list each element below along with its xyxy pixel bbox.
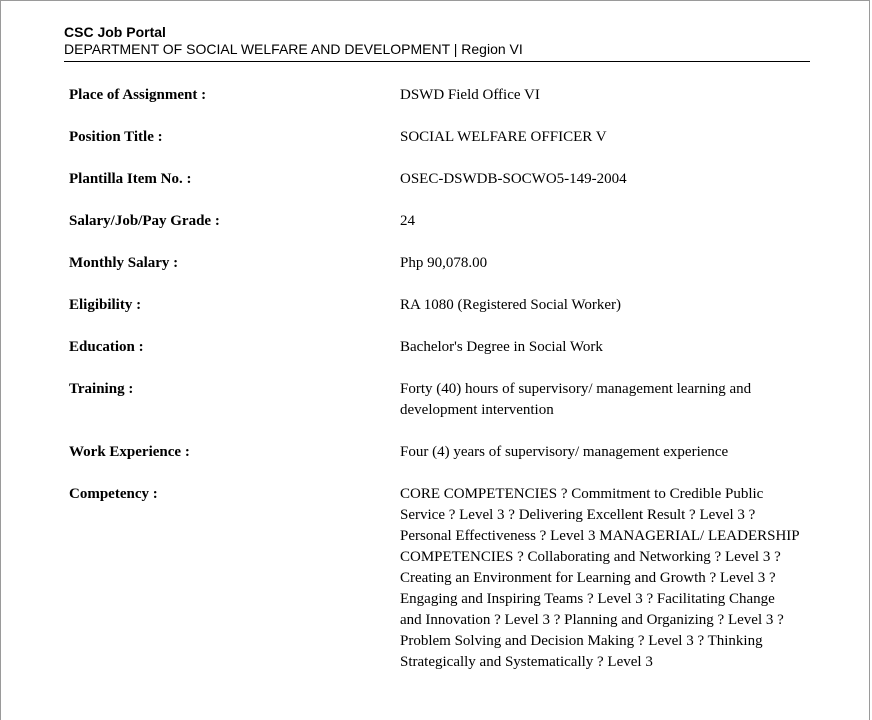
field-value: Forty (40) hours of supervisory/ management learning and development intervention bbox=[400, 381, 752, 418]
field-training bbox=[69, 379, 809, 421]
field-value: CORE COMPETENCIES ? Commitment to Credible Public Service ? Level 3 ? Delivering Excellent Result ? Level 3 ? Personal Effectiveness ? Level 3 MANAGERIAL/ LEADERSHIP COMPETENCIES ? Collaborating and Networking ? Level 3 ? Creating an Environment for Learning and Growth ? Level 3 ? Engaging and Inspiring Teams ? Level 3 ? Facilitating Change and Innovation ? Level 3 ? Planning and Organizing ? Level 3 ? Problem Solving and Decision Making ? Level 3 ? Thinking Strategically and Systematically ? Level 3 bbox=[400, 486, 800, 670]
field-label: Training : bbox=[69, 381, 134, 397]
field-position-title bbox=[69, 127, 809, 148]
field-eligibility bbox=[69, 295, 809, 316]
field-work-experience bbox=[69, 442, 809, 463]
field-value: OSEC-DSWDB-SOCWO5-149-2004 bbox=[400, 171, 627, 187]
field-label: Competency : bbox=[69, 486, 158, 502]
field-salary-grade bbox=[69, 211, 809, 232]
field-value: Four (4) years of supervisory/ management experience bbox=[400, 444, 729, 460]
field-value: Php 90,078.00 bbox=[400, 255, 488, 271]
field-value: 24 bbox=[400, 213, 415, 229]
field-place-of-assignment bbox=[69, 85, 809, 106]
field-value: RA 1080 (Registered Social Worker) bbox=[400, 297, 621, 313]
field-label: Plantilla Item No. : bbox=[69, 171, 192, 187]
field-monthly-salary bbox=[69, 253, 809, 274]
field-plantilla-item-no bbox=[69, 169, 809, 190]
field-education bbox=[69, 337, 809, 358]
department-line: DEPARTMENT OF SOCIAL WELFARE AND DEVELOPMENT | Region VI bbox=[64, 41, 810, 62]
field-label: Eligibility : bbox=[69, 297, 142, 313]
portal-title: CSC Job Portal bbox=[64, 24, 166, 40]
field-label: Position Title : bbox=[69, 129, 163, 145]
field-value: SOCIAL WELFARE OFFICER V bbox=[400, 129, 607, 145]
job-details bbox=[69, 85, 809, 694]
field-label: Work Experience : bbox=[69, 444, 190, 460]
field-label: Monthly Salary : bbox=[69, 255, 179, 271]
field-label: Education : bbox=[69, 339, 144, 355]
field-value: DSWD Field Office VI bbox=[400, 87, 540, 103]
field-label: Place of Assignment : bbox=[69, 87, 207, 103]
field-competency bbox=[69, 484, 809, 673]
field-value: Bachelor's Degree in Social Work bbox=[400, 339, 603, 355]
page-header bbox=[64, 24, 810, 62]
field-label: Salary/Job/Pay Grade : bbox=[69, 213, 220, 229]
